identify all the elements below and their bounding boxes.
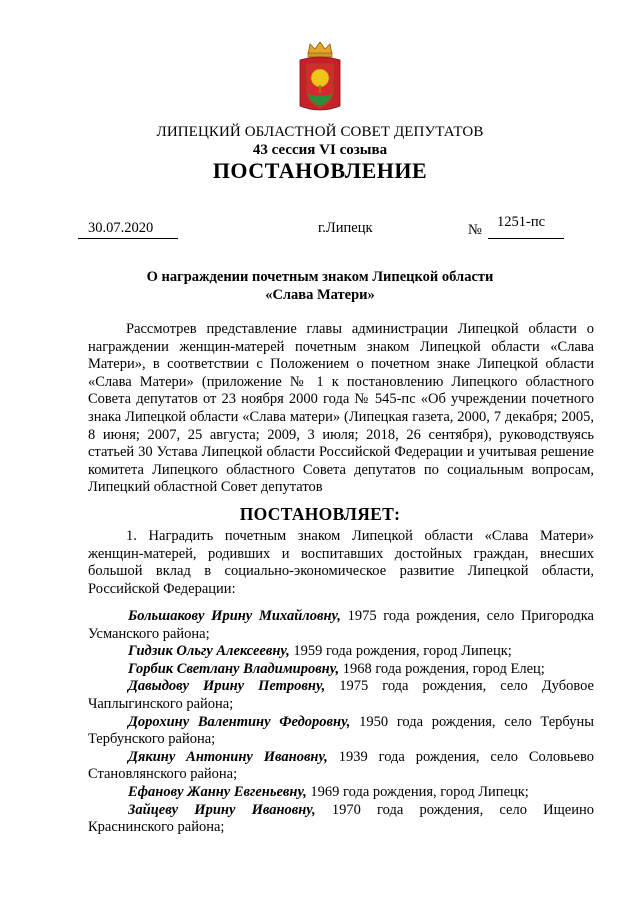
list-item <box>88 643 594 661</box>
preamble-paragraph: Рассмотрев представление главы администрации Липецкой области о награждении женщин-матерей почетным знаком Липецкой области «Слава Матери», в соответствии с Положением о почетном знаке Липецкой области «Слава Матери» (приложение № 1 к постановлению Липецкого областного Совета депутатов от 23 ноября 2000 года № 545-пс «Об учреждении почетного знака Липецкой области «Слава матери» (Липецкая газета, 2000, 7 декабря; 2005, 8 июня; 2007, 25 августа; 2009, 3 июля; 2018, 26 сентября), руководствуясь статьей 30 Устава Липецкой области Российской Федерации и учитывая решение комитета Липецкого областного Совета депутатов по социальным вопросам, Липецкий областной Совет депутатов <box>88 321 594 496</box>
session-label: 43 сессия VI созыва <box>252 142 388 158</box>
awardee-details: 1968 года рождения, город Елец; <box>339 660 545 677</box>
awardee-details: 1950 года рождения, село Тербуны Тербунского района; <box>88 713 594 748</box>
awardee-name: Большакову Ирину Михайловну, <box>128 608 341 624</box>
coat-of-arms-icon <box>296 40 344 114</box>
awardee-name: Давыдову Ирину Петровну, <box>128 678 326 695</box>
list-item <box>88 714 594 749</box>
awardee-name: Ефанову Жанну Евгеньевну, <box>128 783 307 800</box>
awardee-details: 1970 года рождения, село Ищеино Краснинского района; <box>88 801 594 836</box>
subject-line-2: «Слава Матери» <box>265 287 375 303</box>
list-item <box>88 784 594 802</box>
number-sign: № <box>468 222 482 238</box>
document-type-title: ПОСТАНОВЛЕНИЕ <box>212 158 428 183</box>
awardee-name: Горбик Светлану Владимировну, <box>128 660 340 677</box>
decree-heading: ПОСТАНОВЛЯЕТ: <box>239 504 401 524</box>
awardee-details: 1975 года рождения, село Пригородка Усманского района; <box>88 608 594 642</box>
awardee-name: Гидзик Ольгу Алексеевну, <box>128 643 290 660</box>
subject-line-1: О награждении почетным знаком Липецкой области <box>146 269 494 285</box>
list-item <box>88 678 594 713</box>
awardee-name: Зайцеву Ирину Ивановну, <box>128 801 316 818</box>
document-date: 30.07.2020 <box>88 220 154 236</box>
list-item <box>88 608 594 643</box>
organization-name: ЛИПЕЦКИЙ ОБЛАСТНОЙ СОВЕТ ДЕПУТАТОВ <box>156 124 484 140</box>
list-item <box>88 661 594 679</box>
list-item <box>88 802 594 837</box>
awardee-details: 1969 года рождения, город Липецк; <box>306 783 529 800</box>
awardee-details: 1939 года рождения, село Соловьево Становлянского района; <box>88 748 594 783</box>
list-item <box>88 749 594 784</box>
awardee-name: Дякину Антонину Ивановну, <box>128 748 328 765</box>
number-underline <box>488 238 564 239</box>
awardee-list <box>88 608 594 837</box>
document-city: г.Липецк <box>318 220 373 236</box>
awardee-details: 1975 года рождения, село Дубовое Чаплыгинского района; <box>88 678 594 712</box>
clause-1-paragraph: 1. Наградить почетным знаком Липецкой области «Слава Матери» женщин-матерей, родивших и воспитавших достойных граждан, внесших большой вклад в социально-экономическое развитие Липецкой области, Российской Федерации: <box>88 528 594 597</box>
document-subject <box>0 268 640 304</box>
date-underline <box>78 238 178 239</box>
awardee-name: Дорохину Валентину Федоровну, <box>128 713 351 730</box>
document-number: 1251-пс <box>497 214 546 230</box>
awardee-details: 1959 года рождения, город Липецк; <box>289 643 512 660</box>
